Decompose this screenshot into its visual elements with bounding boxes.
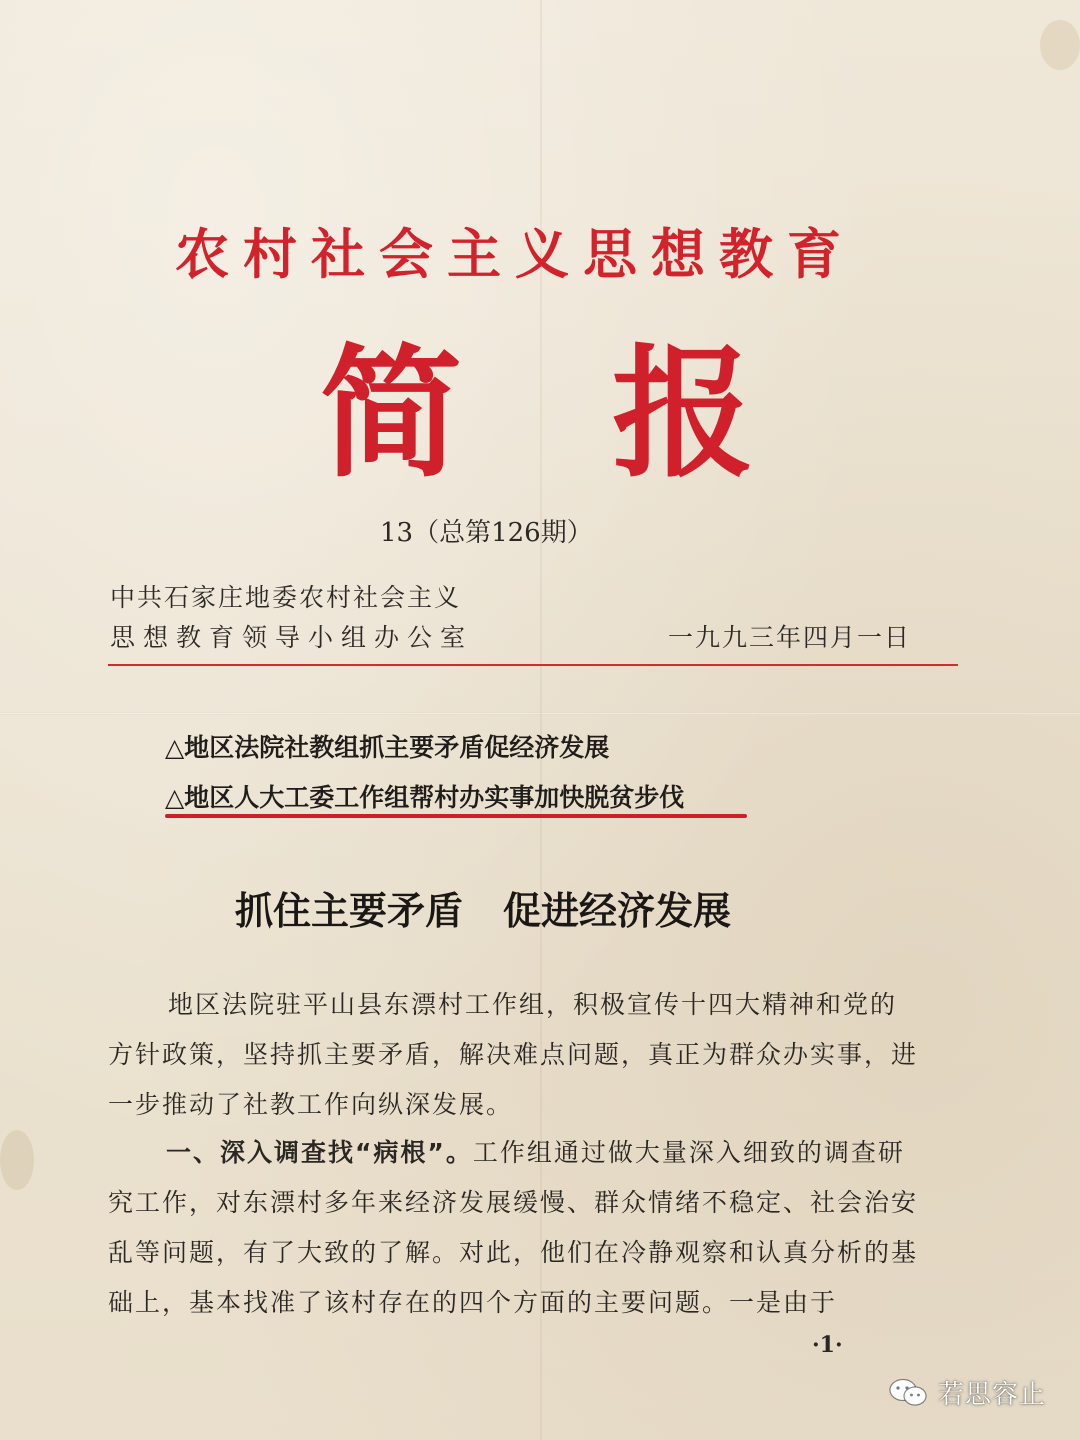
masthead-divider <box>108 664 958 666</box>
issuer-line-2: 思想教育领导小组办公室 <box>110 623 474 652</box>
wechat-icon <box>888 1378 928 1408</box>
issue-number: 13（总第126期） <box>380 518 593 548</box>
paper-stain <box>1040 20 1080 70</box>
contents-underline <box>165 814 747 818</box>
contents-item: △地区人大工委工作组帮村办实事加快脱贫步伐 <box>165 783 685 812</box>
issue-date: 一九九三年四月一日 <box>668 623 912 652</box>
page-number: ·1· <box>812 1332 843 1358</box>
watermark <box>888 1374 1046 1411</box>
paper-stain <box>0 1130 34 1190</box>
masthead-title: 农村社会主义思想教育 <box>175 223 855 286</box>
article-title <box>235 880 855 935</box>
paragraph-body: 工作组通过做大量深入细致的调查研究工作，对东漂村多年来经济发展缓慢、群众情绪不稳定、社会治安乱等问题，有了大致的了解。对此，他们在冷静观察和认真分析的基础上，基本找准了该村存在的四个方面的主要问题。一是由于 <box>108 1138 919 1317</box>
masthead-name: 简报 <box>320 332 904 497</box>
contents-item: △地区法院社教组抓主要矛盾促经济发展 <box>165 733 610 762</box>
watermark-text: 若思容止 <box>938 1380 1047 1410</box>
article-title-part-1: 抓住主要矛盾 <box>235 889 464 933</box>
article-title-part-2: 促进经济发展 <box>503 889 732 933</box>
article-paragraph <box>108 1128 918 1328</box>
issuer-line-1: 中共石家庄地委农村社会主义 <box>110 583 462 612</box>
article-paragraph: 地区法院驻平山县东漂村工作组，积极宣传十四大精神和党的方针政策，坚持抓主要矛盾，解决难点问题，真正为群众办实事，进一步推动了社教工作向纵深发展。 <box>108 990 919 1119</box>
paragraph-lead: 一、深入调查找“病根”。 <box>166 1138 473 1167</box>
